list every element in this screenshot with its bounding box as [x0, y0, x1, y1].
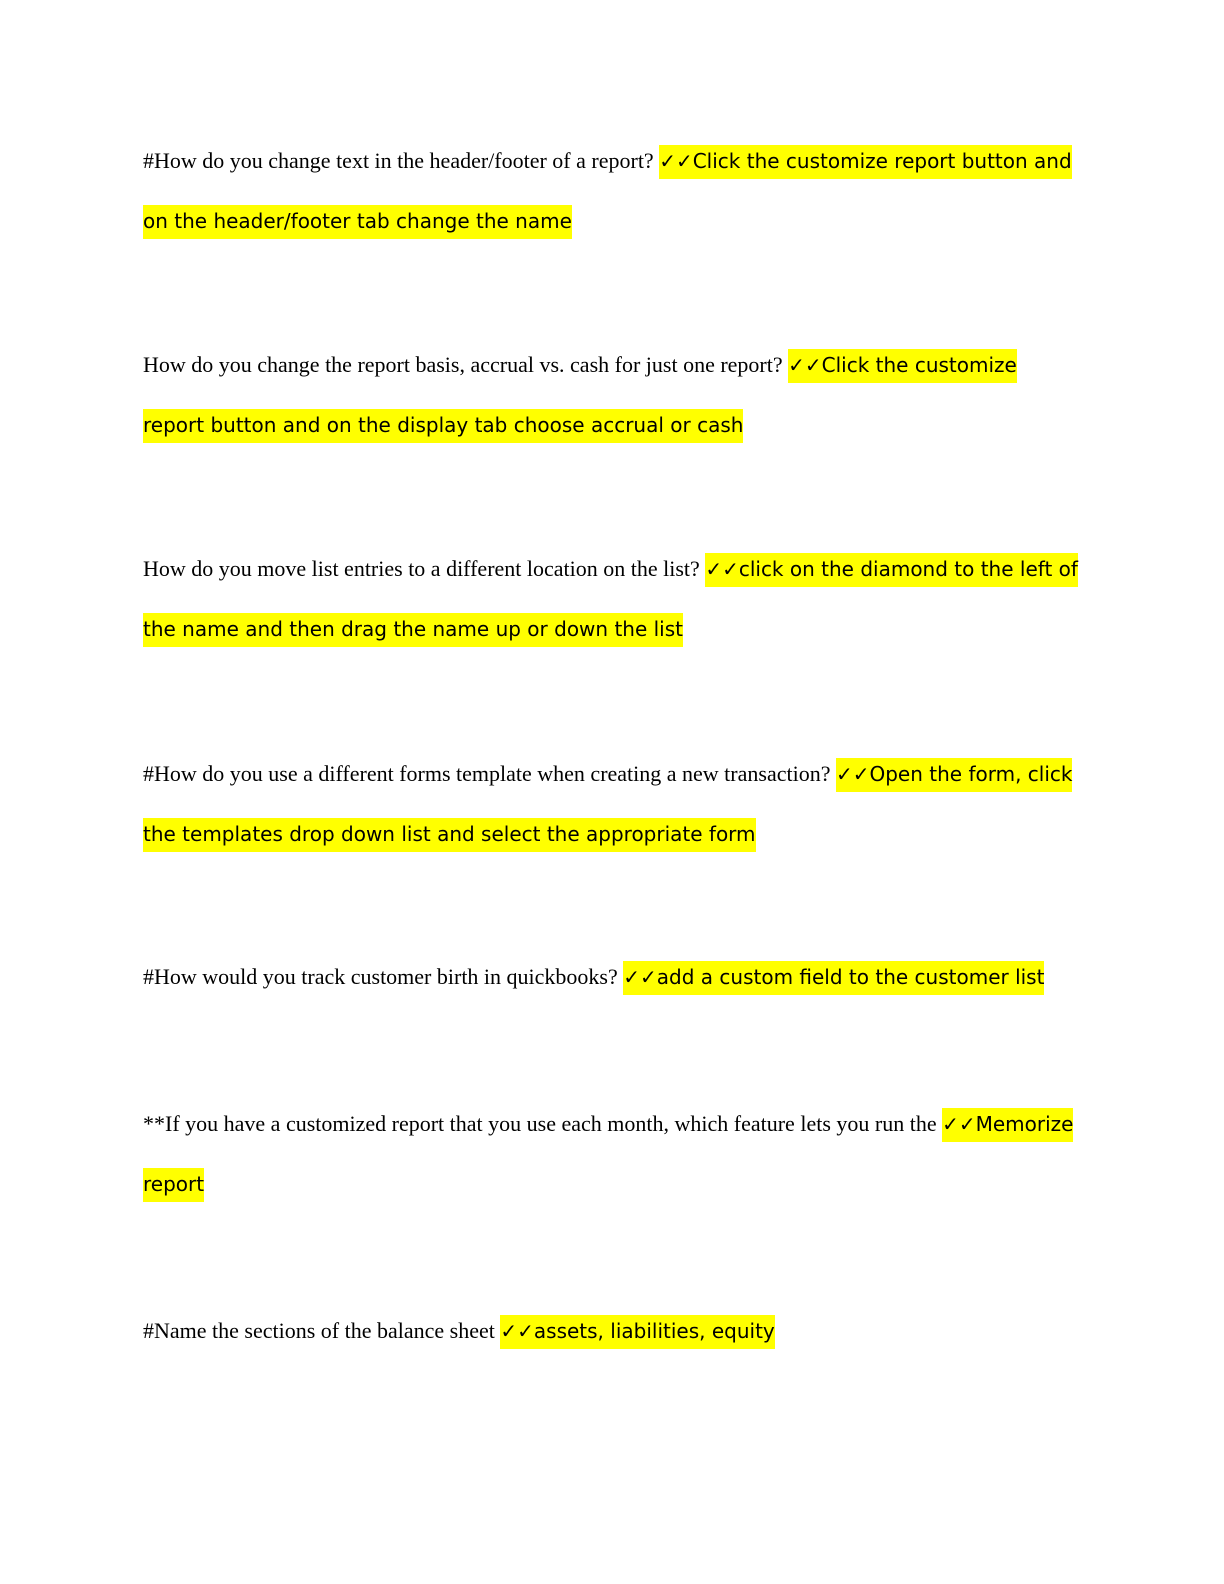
question-text: #Name the sections of the balance sheet: [143, 1318, 495, 1343]
question-text: How do you change the report basis, accrual vs. cash for just one report?: [143, 352, 783, 377]
double-check-icon: ✓✓: [942, 1112, 976, 1136]
qa-item: [143, 335, 1083, 455]
qa-item: [143, 947, 1083, 1007]
question-text: #How do you change text in the header/footer of a report?: [143, 148, 654, 173]
qa-item: [143, 744, 1083, 864]
question-text: How do you move list entries to a different location on the list?: [143, 556, 700, 581]
double-check-icon: ✓✓: [659, 149, 693, 173]
answer-text: assets, liabilities, equity: [533, 1319, 775, 1343]
qa-item: [143, 131, 1083, 251]
answer-text: click on the diamond to the left of the name and then drag the name up or down the list: [143, 557, 1078, 641]
double-check-icon: ✓✓: [835, 762, 870, 786]
answer-text: add a custom field to the customer list: [656, 965, 1045, 989]
answer-text: Memorize report: [143, 1112, 1074, 1196]
qa-item: [143, 1094, 1083, 1214]
answer-text: Click the customize report button and on the header/footer tab change the name: [143, 149, 1072, 233]
question-text: #How do you use a different forms template when creating a new transaction?: [143, 761, 831, 786]
answer-highlight: [500, 1315, 774, 1349]
answer-text: Open the form, click the templates drop down list and select the appropriate form: [143, 762, 1073, 846]
double-check-icon: ✓✓: [705, 557, 739, 581]
qa-item: [143, 1301, 1083, 1361]
double-check-icon: ✓✓: [500, 1319, 534, 1343]
double-check-icon: ✓✓: [788, 353, 822, 377]
question-text: #How would you track customer birth in quickbooks?: [143, 964, 618, 989]
question-text: **If you have a customized report that you use each month, which feature lets you run the: [143, 1111, 937, 1136]
double-check-icon: ✓✓: [623, 965, 657, 989]
qa-item: [143, 539, 1083, 659]
answer-text: Click the customize report button and on the display tab choose accrual or cash: [143, 353, 1017, 437]
answer-highlight: [623, 961, 1044, 995]
